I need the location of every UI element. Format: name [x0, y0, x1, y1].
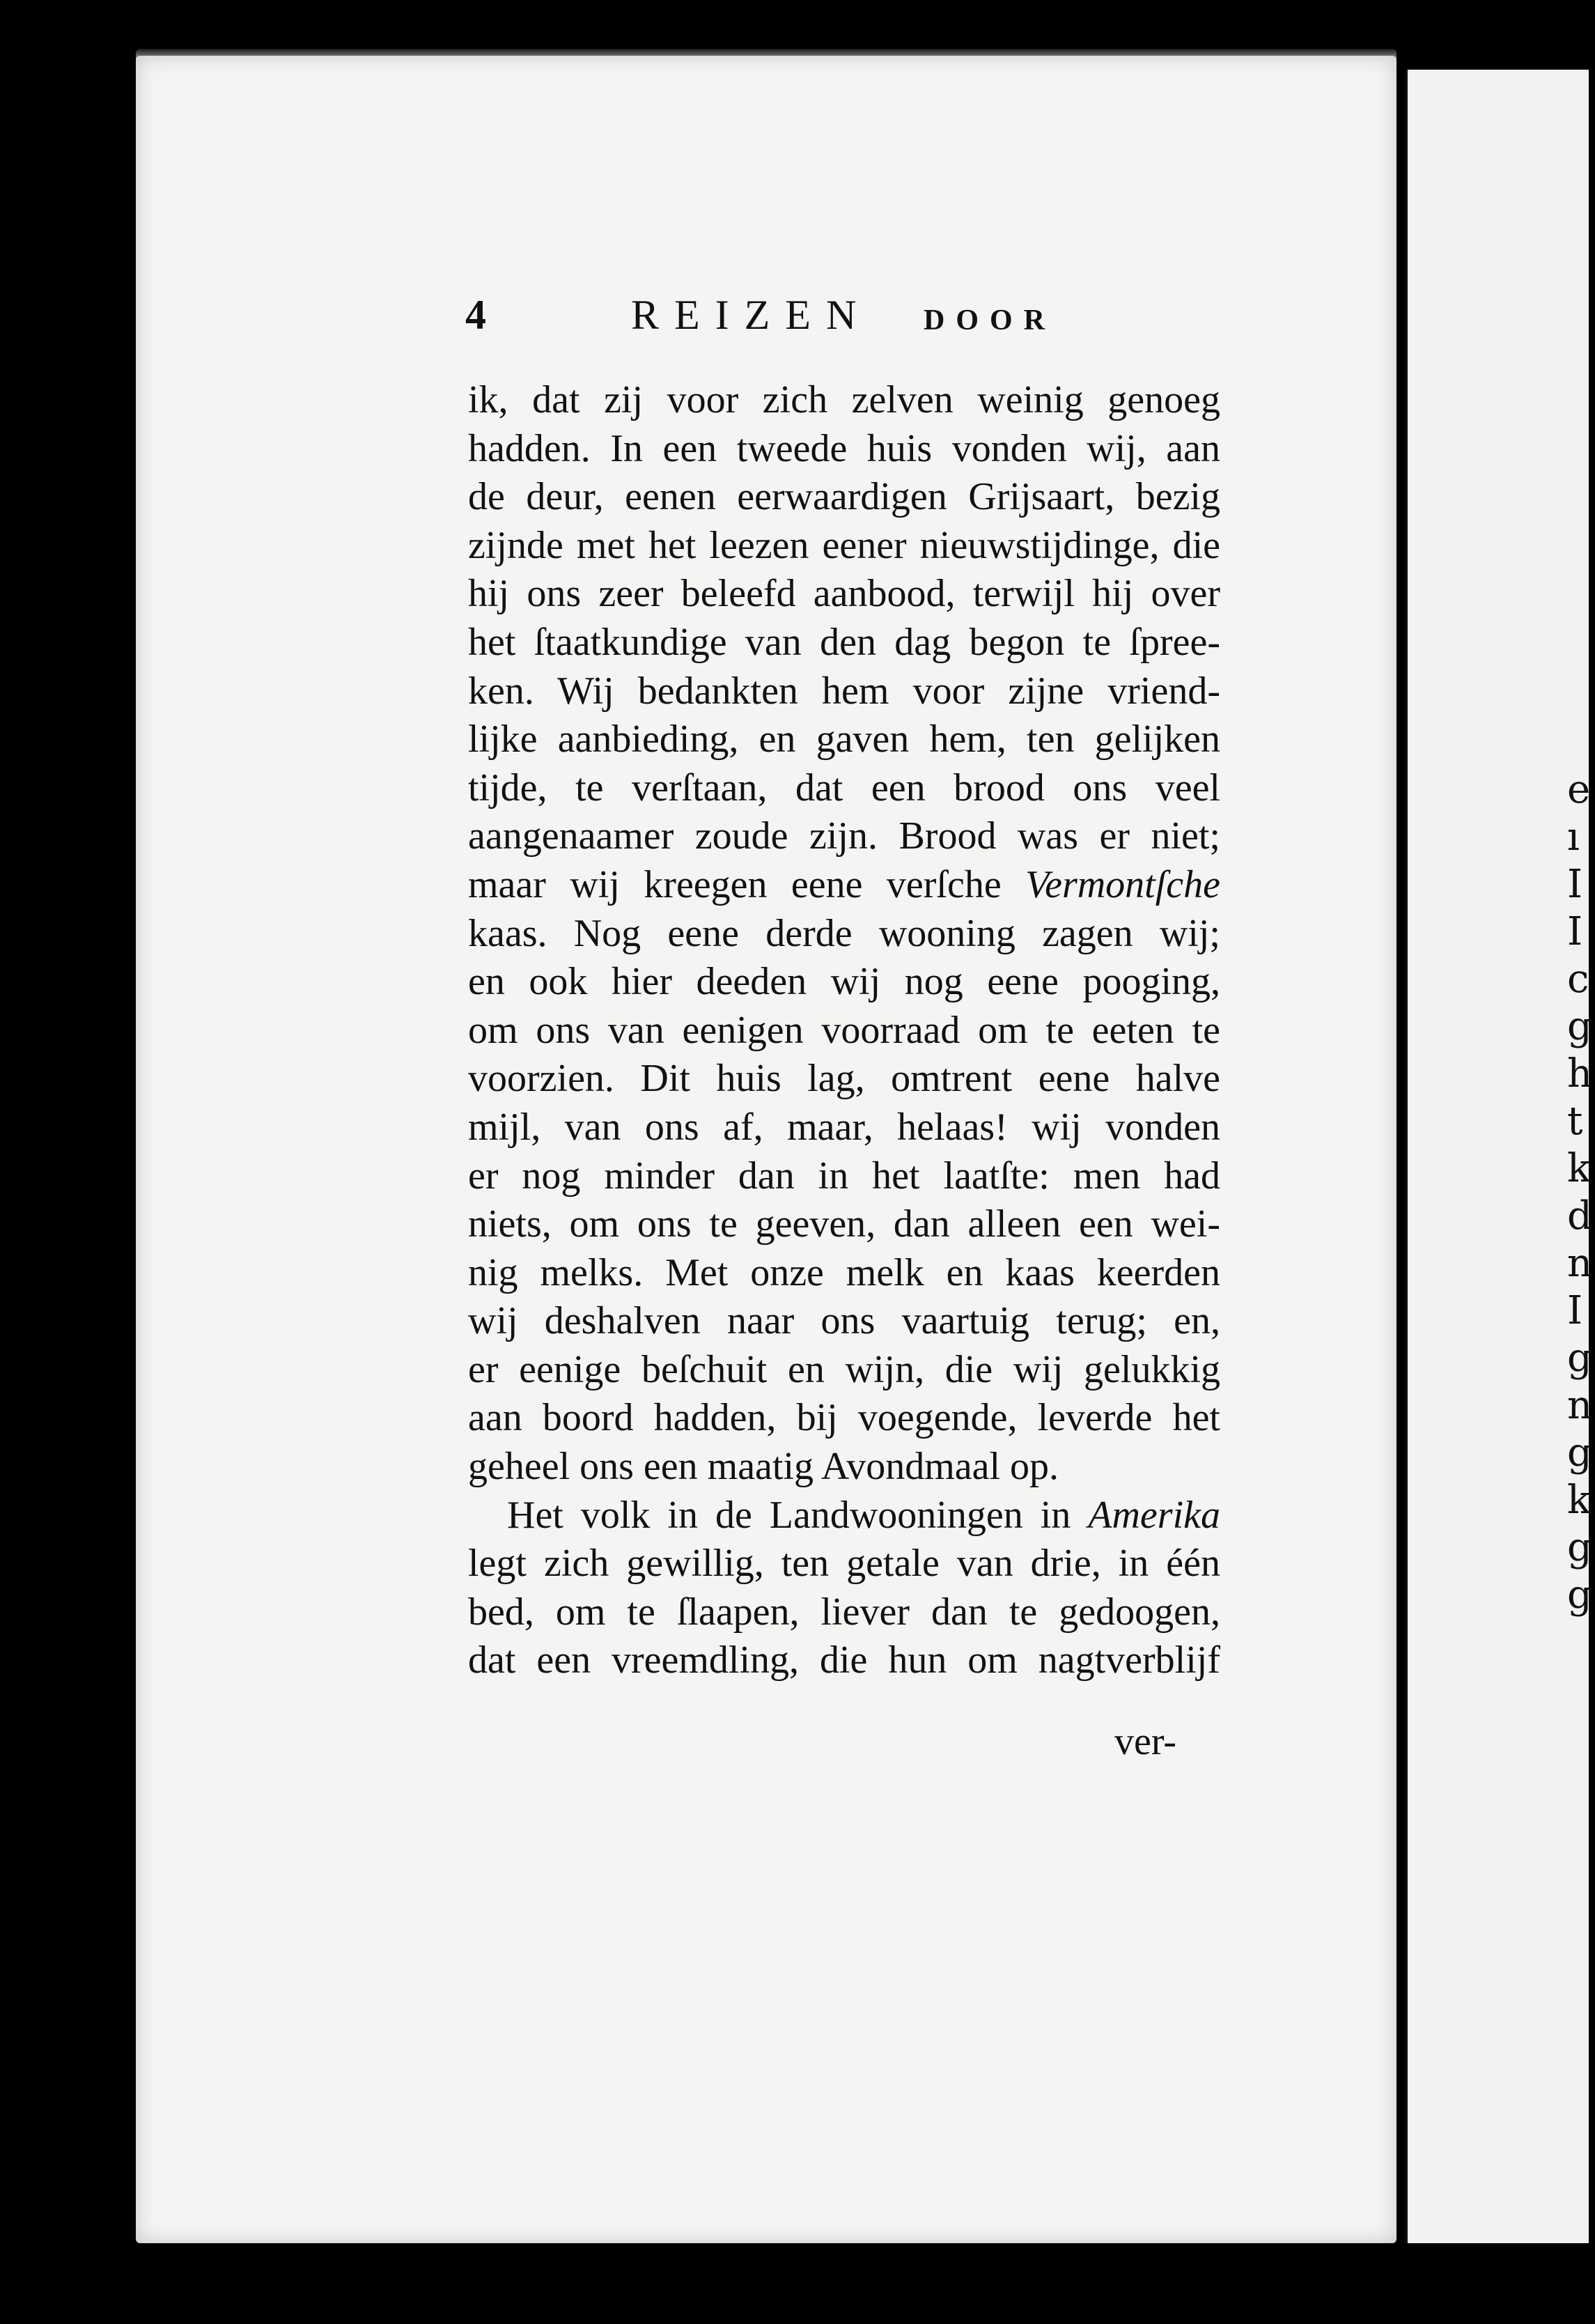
text-line: kaas. Nog eene derde wooning zagen wij; [468, 911, 1220, 955]
text-line: niets, om ons te geeven, dan alleen een wei- [468, 1202, 1220, 1246]
text-line: zijnde met het leezen eener nieuwstijdinge, die [468, 523, 1220, 567]
body-text [468, 376, 1220, 1685]
text-line: er nog minder dan in het laatſte: men had [468, 1154, 1220, 1198]
running-head-title-small: DOOR [924, 304, 1056, 336]
running-head [465, 291, 1231, 347]
text-line: hij ons zeer beleefd aanbood, terwijl hij over [468, 572, 1220, 616]
text-line: geheel ons een maatig Avondmaal op. [468, 1445, 1059, 1489]
text-line-part: maar wij kreegen eene verſche [468, 862, 1002, 906]
text-line-part: Het volk in de Landwooningen in [507, 1493, 1071, 1537]
text-line [468, 1492, 1220, 1540]
text-line: tijde, te verſtaan, dat een brood ons veel [468, 766, 1220, 809]
text-line: wij deshalven naar ons vaartuig terug; en, [468, 1299, 1220, 1343]
text-line [468, 861, 1220, 910]
facing-page-edge [1406, 70, 1589, 2243]
text-line: de deur, eenen eerwaardigen Grijsaart, bezig [468, 475, 1220, 519]
text-line: ik, dat zij voor zich zelven weinig genoeg [468, 378, 1220, 421]
text-line: ken. Wij bedankten hem voor zijne vriend- [468, 669, 1220, 713]
text-line: bed, om te ſlaapen, liever dan te gedoogen, [468, 1590, 1220, 1634]
running-head-title: REIZEN [631, 292, 872, 338]
italic-word: Amerika [1088, 1493, 1220, 1537]
text-line: voorzien. Dit huis lag, omtrent eene halve [468, 1057, 1220, 1101]
text-line: en ook hier deeden wij nog eene pooging, [468, 960, 1220, 1004]
text-line: het ſtaatkundige van den dag begon te ſpree- [468, 620, 1220, 664]
text-line: legt zich gewillig, ten getale van drie, in één [468, 1542, 1220, 1586]
page-number: 4 [465, 292, 486, 338]
text-line: mijl, van ons af, maar, helaas! wij vonden [468, 1105, 1220, 1149]
text-line: hadden. In een tweede huis vonden wij, aan [468, 426, 1220, 470]
text-line: aan boord hadden, bij voegende, leverde het [468, 1396, 1220, 1440]
text-line: er eenige beſchuit en wijn, die wij gelukkig [468, 1347, 1220, 1391]
text-line: nig melks. Met onze melk en kaas keerden [468, 1250, 1220, 1294]
text-line: om ons van eenigen voorraad om te eeten te [468, 1008, 1220, 1052]
text-line: aangenaamer zoude zijn. Brood was er niet; [468, 814, 1220, 858]
italic-word: Vermontſche [1025, 862, 1221, 906]
text-line: lijke aanbieding, en gaven hem, ten gelijken [468, 718, 1220, 761]
facing-page-text-fragments: e ı I I c g h t k d n I g n g k g g [1567, 767, 1593, 1618]
text-line: dat een vreemdling, die hun om nagtverblijf [468, 1639, 1220, 1682]
catchword: ver- [1114, 1720, 1177, 1763]
